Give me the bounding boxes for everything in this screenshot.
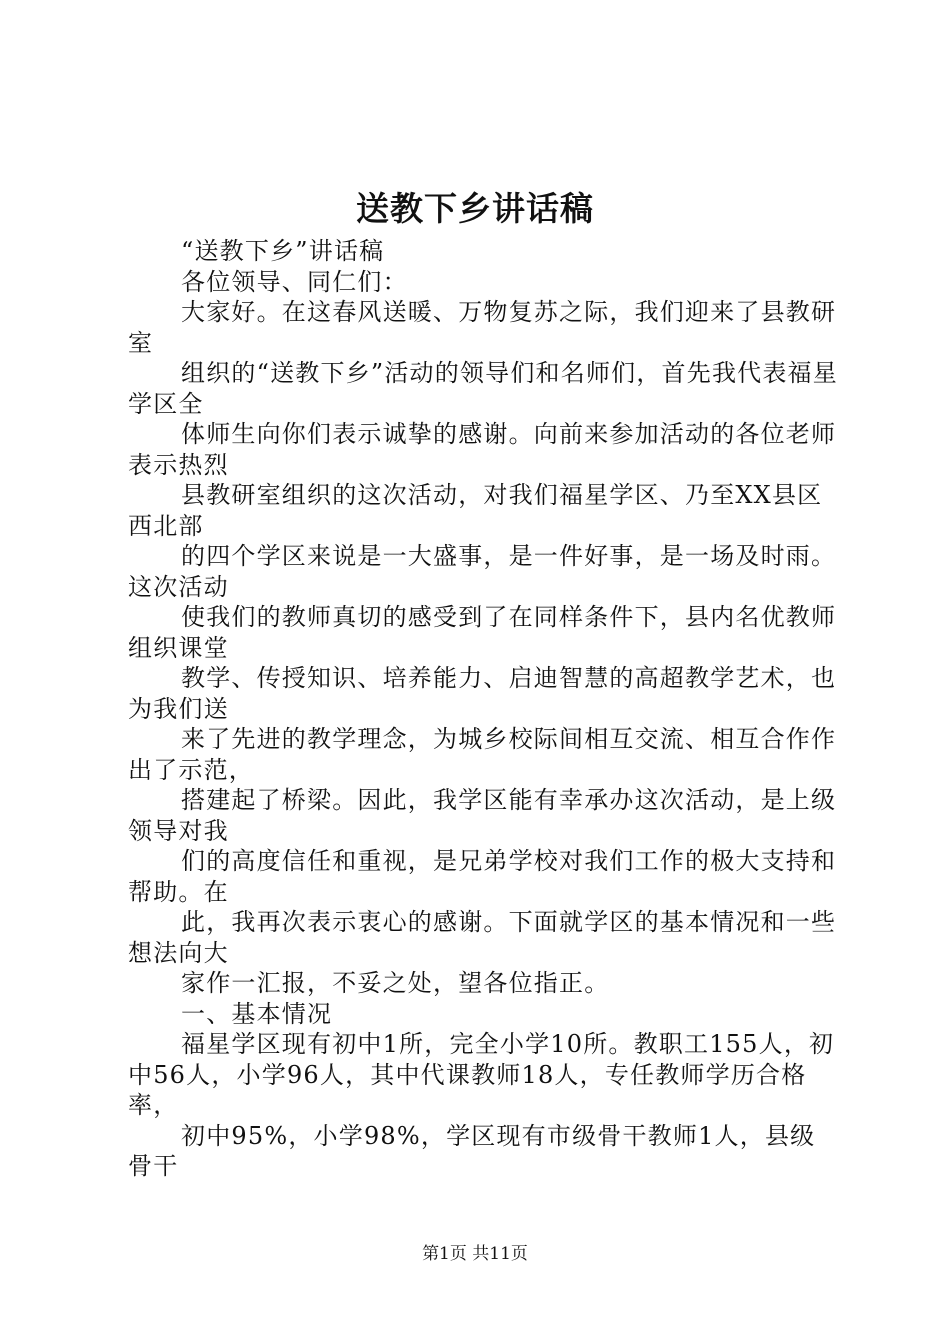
paragraph: 组织的“送教下乡”活动的领导们和名师们，首先我代表福星学区全 [128, 359, 838, 418]
paragraph: 搭建起了桥梁。因此，我学区能有幸承办这次活动，是上级领导对我 [128, 786, 837, 845]
section-heading: 一、基本情况 [181, 999, 333, 1028]
paragraph: 福星学区现有初中1所，完全小学10所。教职工155人，初中56人，小学96人，其中代课教师18人，专任教师学历合格率， [128, 1030, 835, 1119]
paragraph: 体师生向你们表示诚挚的感谢。向前来参加活动的各位老师表示热烈 [128, 420, 837, 479]
paragraph: 教学、传授知识、培养能力、启迪智慧的高超教学艺术，也为我们送 [128, 664, 837, 723]
paragraph: 初中95%，小学98%，学区现有市级骨干教师1人，县级骨干 [128, 1121, 816, 1180]
paragraph: 此，我再次表示衷心的感谢。下面就学区的基本情况和一些想法向大 [128, 908, 837, 967]
paragraph: “送教下乡”讲话稿 [181, 237, 385, 265]
paragraph: 家作一汇报，不妥之处，望各位指正。 [181, 969, 610, 997]
paragraph: 的四个学区来说是一大盛事，是一件好事，是一场及时雨。这次活动 [128, 542, 837, 601]
page-title: 送教下乡讲话稿 [356, 189, 594, 228]
paragraph: 大家好。在这春风送暖、万物复苏之际，我们迎来了县教研室 [128, 298, 837, 357]
paragraph: 们的高度信任和重视，是兄弟学校对我们工作的极大支持和帮助。在 [128, 847, 837, 906]
paragraph: 各位领导、同仁们： [181, 267, 408, 296]
page-footer: 第1页 共11页 [422, 1244, 528, 1264]
paragraph: 县教研室组织的这次活动，对我们福星学区、乃至XX县区西北部 [128, 481, 823, 540]
paragraph: 来了先进的教学理念，为城乡校际间相互交流、相互合作作出了示范， [128, 725, 837, 784]
paragraph: 使我们的教师真切的感受到了在同样条件下，县内名优教师组织课堂 [128, 603, 837, 662]
document-body [128, 236, 840, 1182]
